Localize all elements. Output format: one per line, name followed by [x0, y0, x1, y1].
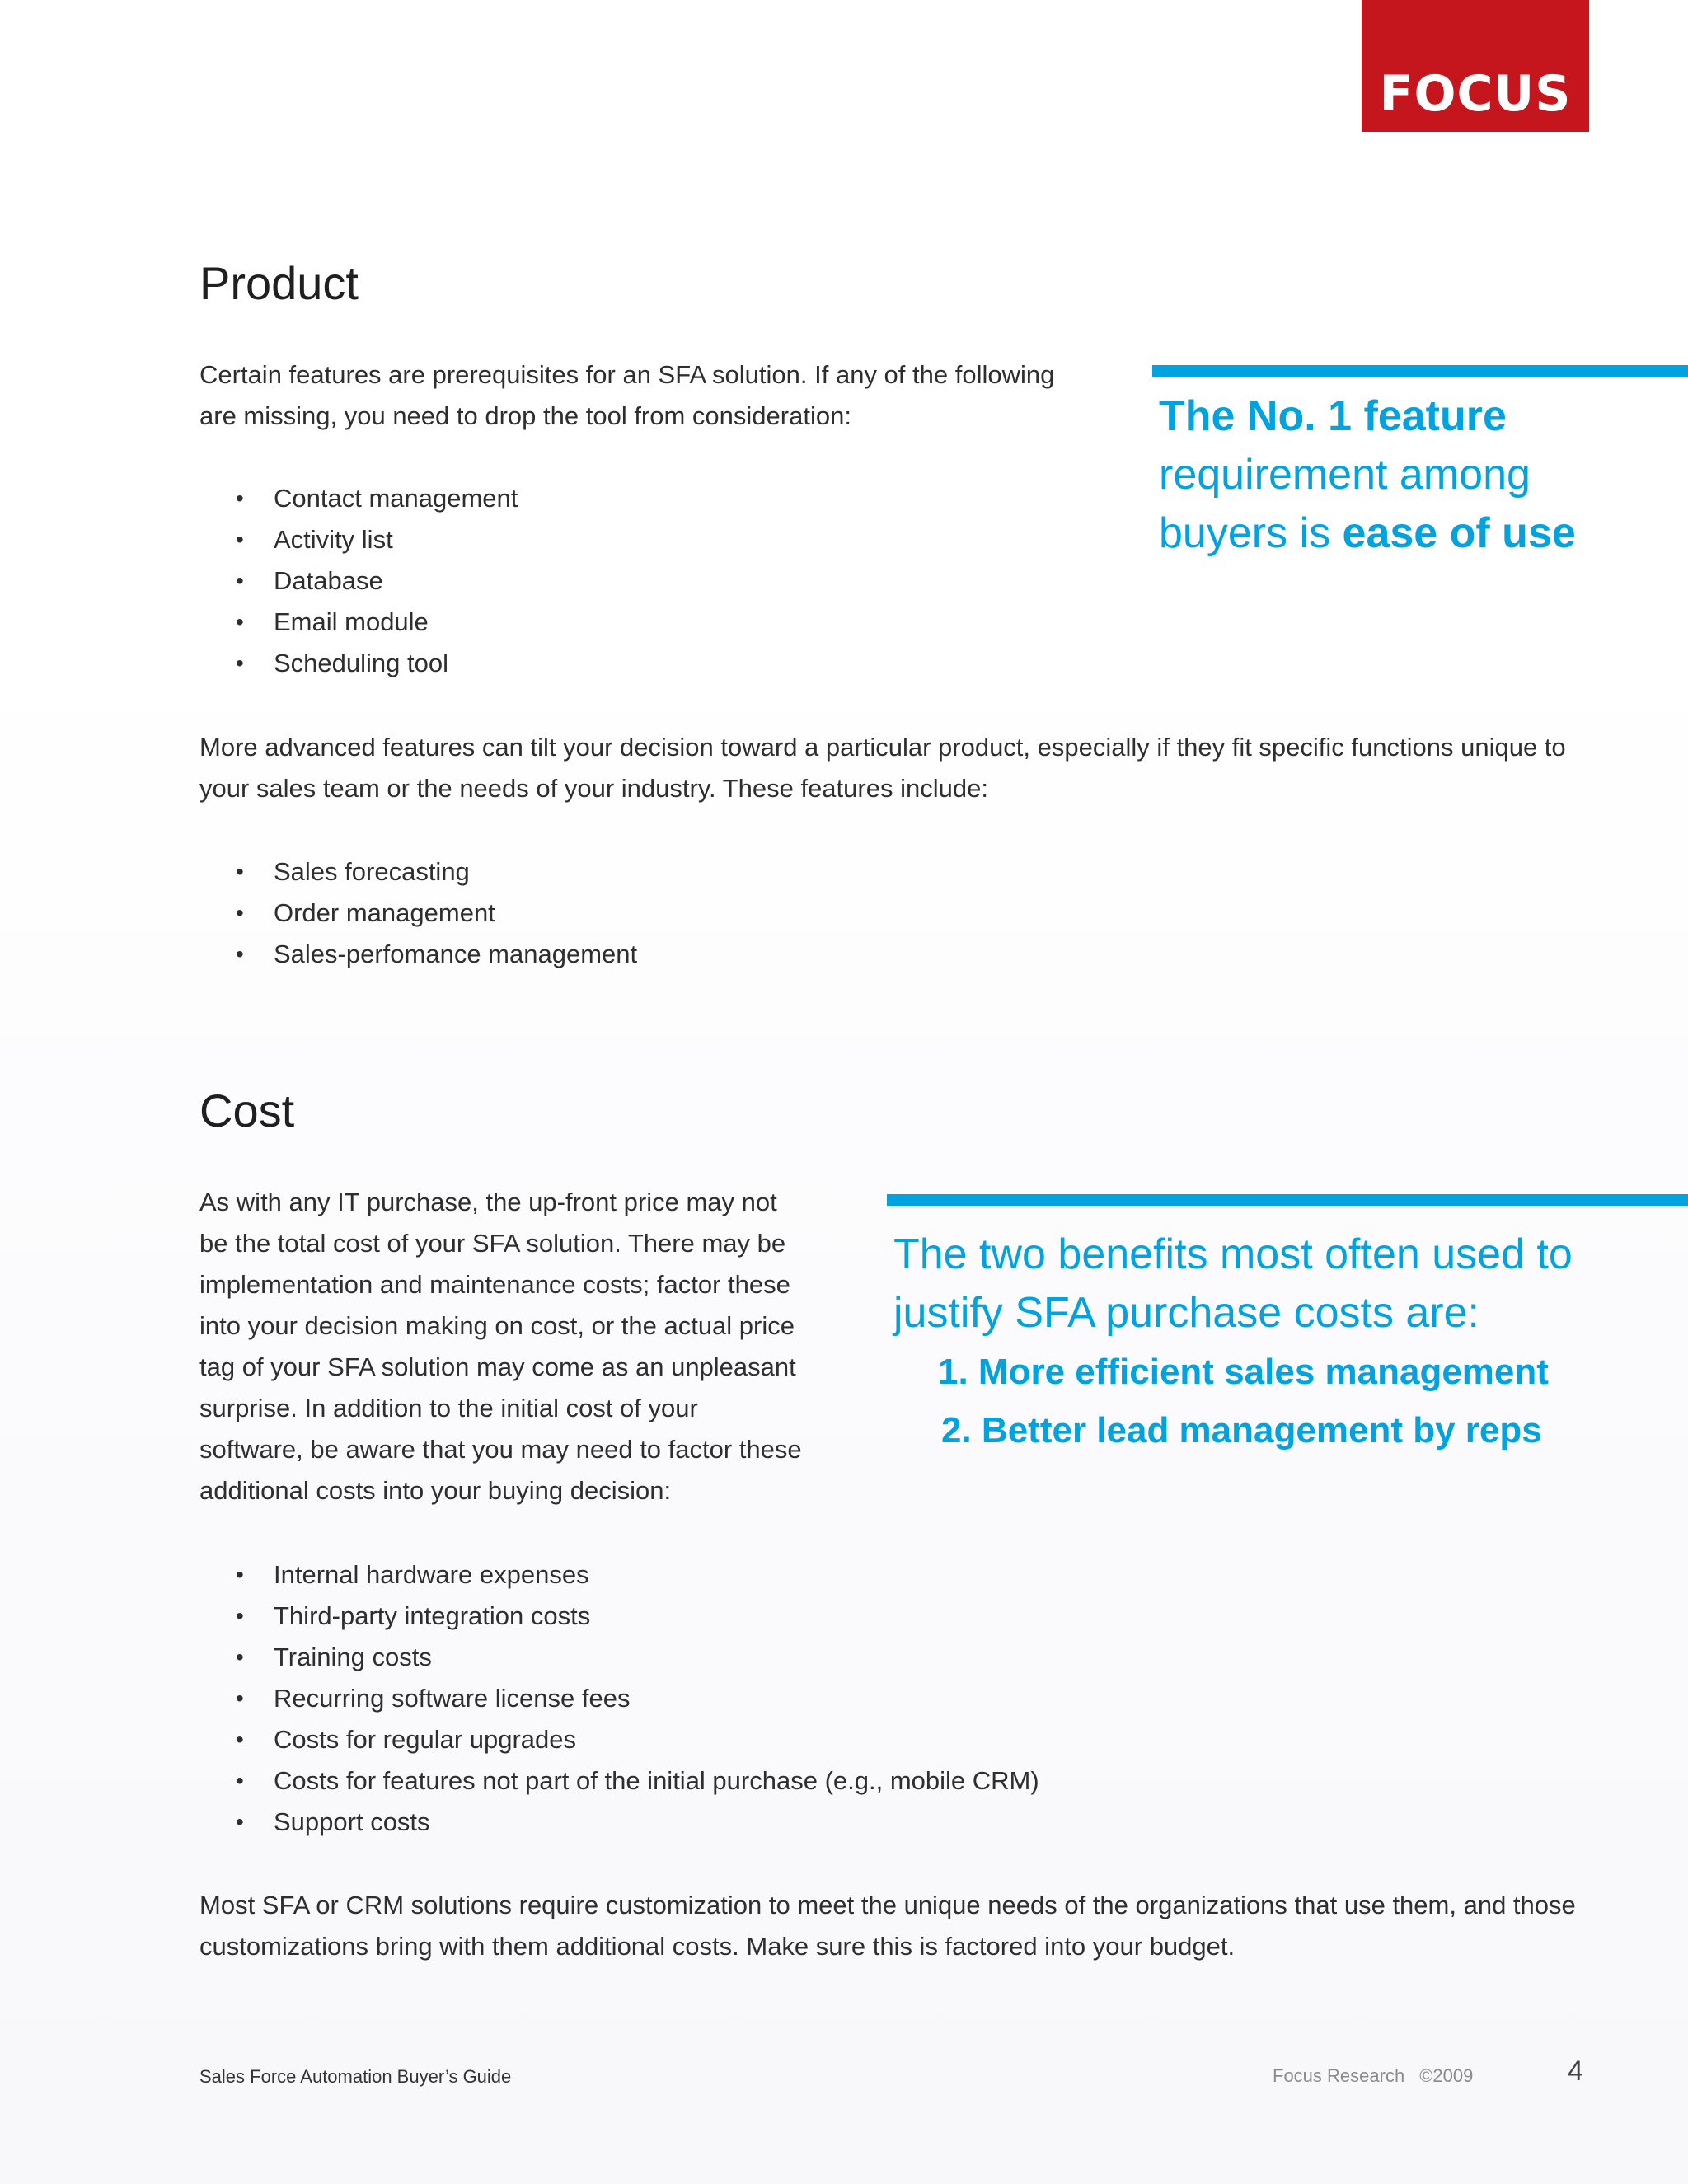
advanced-features-list	[199, 851, 637, 975]
callout-accent-bar	[887, 1194, 1688, 1206]
list-item: • Costs for regular upgrades	[199, 1719, 1039, 1760]
list-item: 1. More efficient sales management	[938, 1352, 1549, 1392]
page-number: 4	[1568, 2055, 1583, 2087]
list-item: • Activity list	[199, 519, 518, 560]
feature-callout	[1159, 387, 1576, 563]
cost-closing: Most SFA or CRM solutions require customization to meet the unique needs of the organizations that use them, and those customizations bring with them additional costs. Make sure this is factored into your budget.	[199, 1891, 1576, 1961]
bullet-icon: •	[236, 1727, 244, 1752]
bullet-icon: •	[236, 1562, 244, 1587]
list-item: • Sales forecasting	[199, 851, 637, 893]
list-item: • Order management	[199, 893, 637, 934]
callout-headline: The No. 1 feature	[1159, 392, 1507, 440]
bullet-icon: •	[236, 568, 244, 593]
list-item: • Email module	[199, 602, 518, 643]
list-item: • Internal hardware expenses	[199, 1554, 1039, 1596]
product-heading: Product	[199, 257, 359, 309]
list-item: • Recurring software license fees	[199, 1678, 1039, 1719]
bullet-icon: •	[236, 1603, 244, 1629]
callout-line: The two benefits most often used to	[893, 1230, 1573, 1278]
list-item: • Support costs	[199, 1802, 1039, 1843]
cost-heading: Cost	[199, 1085, 295, 1137]
bullet-icon: •	[236, 941, 244, 967]
required-features-list	[199, 478, 518, 684]
bullet-icon: •	[236, 1644, 244, 1670]
focus-logo	[1362, 0, 1589, 132]
bullet-icon: •	[236, 1809, 244, 1835]
benefits-list	[893, 1343, 1573, 1460]
advanced-features-intro: More advanced features can tilt your decision toward a particular product, especially if they fit specific functions unique to your sales team or the needs of your industry. These features include:	[199, 733, 1566, 803]
cost-intro: As with any IT purchase, the up-front price may not be the total cost of your SFA solution. There may be implementation and maintenance costs; factor these into your decision making on cost, or the actual price tag of your SFA solution may come as an unpleasant surprise. In addition to the initial cost of your software, be aware that you may need to factor these additional costs into your buying decision:	[199, 1188, 802, 1505]
bullet-icon: •	[236, 609, 244, 635]
footer-credit	[1273, 2065, 1473, 2087]
list-item: • Scheduling tool	[199, 643, 518, 684]
callout-line: buyers is ease of use	[1159, 509, 1576, 557]
logo-text: FOCUS	[1379, 65, 1572, 123]
list-item: • Training costs	[199, 1637, 1039, 1678]
footer-title: Sales Force Automation Buyer’s Guide	[199, 2066, 512, 2087]
bullet-icon: •	[236, 900, 244, 926]
callout-line: justify SFA purchase costs are:	[893, 1289, 1479, 1337]
product-intro: Certain features are prerequisites for an SFA solution. If any of the following are missing, you need to drop the tool from consideration:	[199, 360, 1055, 430]
benefits-callout	[893, 1226, 1573, 1460]
bullet-icon: •	[236, 1685, 244, 1711]
bullet-icon: •	[236, 485, 244, 511]
footer-copyright: ©2009	[1419, 2065, 1474, 2086]
bullet-icon: •	[236, 1768, 244, 1793]
list-item: • Database	[199, 560, 518, 602]
list-item: • Costs for features not part of the initial purchase (e.g., mobile CRM)	[199, 1760, 1039, 1802]
list-item: 2. Better lead management by reps	[941, 1410, 1542, 1451]
additional-costs-list	[199, 1554, 1039, 1843]
bullet-icon: •	[236, 650, 244, 676]
callout-line: requirement among	[1159, 451, 1531, 499]
bullet-icon: •	[236, 527, 244, 552]
callout-emphasis: ease of use	[1342, 509, 1576, 557]
list-item: • Sales-perfomance management	[199, 934, 637, 975]
bullet-icon: •	[236, 859, 244, 884]
list-item: • Contact management	[199, 478, 518, 519]
footer-publisher: Focus Research	[1273, 2065, 1405, 2086]
callout-accent-bar	[1152, 365, 1688, 377]
list-item: • Third-party integration costs	[199, 1596, 1039, 1637]
